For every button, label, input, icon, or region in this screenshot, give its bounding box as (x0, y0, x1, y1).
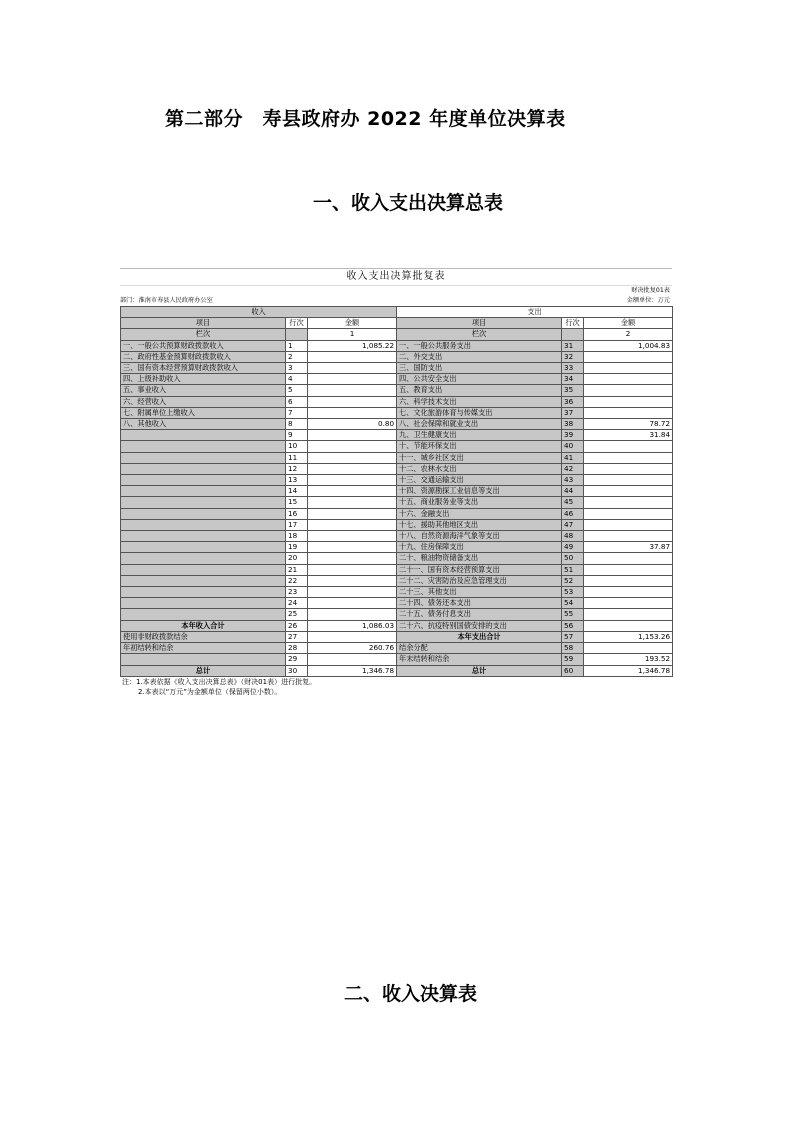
table-row (121, 542, 673, 553)
expense-item: 九、卫生健康支出 (397, 430, 562, 441)
expense-item: 二、外交支出 (397, 351, 562, 362)
dept-row (120, 296, 672, 306)
expense-line: 31 (562, 340, 584, 351)
expense-line: 57 (562, 631, 584, 642)
income-line: 21 (286, 564, 308, 575)
table-row (121, 351, 673, 362)
expense-line: 51 (562, 564, 584, 575)
expense-line: 58 (562, 643, 584, 654)
expense-amount (584, 575, 673, 586)
expense-line: 54 (562, 598, 584, 609)
income-amount: 1,086.03 (308, 620, 397, 631)
expense-amount (584, 374, 673, 385)
expense-line: 45 (562, 497, 584, 508)
income-amount: 1,085.22 (308, 340, 397, 351)
expense-line: 55 (562, 609, 584, 620)
expense-line: 50 (562, 553, 584, 564)
income-item (121, 654, 286, 665)
expense-header: 支出 (397, 307, 673, 318)
income-item (121, 497, 286, 508)
expense-line: 35 (562, 385, 584, 396)
income-amount (308, 441, 397, 452)
table-row (121, 587, 673, 598)
income-item: 五、事业收入 (121, 385, 286, 396)
income-amount (308, 430, 397, 441)
expense-item: 十六、金融支出 (397, 508, 562, 519)
income-item (121, 452, 286, 463)
table-row (121, 363, 673, 374)
income-item (121, 475, 286, 486)
income-item: 四、上级补助收入 (121, 374, 286, 385)
income-line: 18 (286, 531, 308, 542)
expense-amount (584, 564, 673, 575)
income-amount (308, 407, 397, 418)
income-item (121, 598, 286, 609)
income-amount (308, 475, 397, 486)
expense-amount (584, 385, 673, 396)
income-amount (308, 542, 397, 553)
income-line: 8 (286, 419, 308, 430)
col-amount-expense: 金额 (584, 318, 673, 329)
expense-amount (584, 553, 673, 564)
expense-amount (584, 508, 673, 519)
notes (120, 677, 672, 697)
table-row (121, 609, 673, 620)
income-line: 1 (286, 340, 308, 351)
income-line: 13 (286, 475, 308, 486)
expense-amount (584, 598, 673, 609)
income-line: 24 (286, 598, 308, 609)
income-header: 收入 (121, 307, 397, 318)
expense-item: 十七、援助其他地区支出 (397, 519, 562, 530)
section-title-2: 二、收入决算表 (344, 983, 478, 1005)
table-row (121, 665, 673, 676)
note-2: 2.本表以“万元”为金额单位（保留两位小数）。 (138, 687, 282, 696)
table-row (121, 553, 673, 564)
expense-line: 60 (562, 665, 584, 676)
expense-line: 43 (562, 475, 584, 486)
table-row (121, 486, 673, 497)
table-row (121, 452, 673, 463)
expense-item: 十四、资源勘探工业信息等支出 (397, 486, 562, 497)
expense-item: 十、节能环保支出 (397, 441, 562, 452)
expense-line: 56 (562, 620, 584, 631)
income-item (121, 553, 286, 564)
expense-item: 二十、粮油物资储备支出 (397, 553, 562, 564)
income-amount (308, 564, 397, 575)
income-item (121, 463, 286, 474)
expense-line: 32 (562, 351, 584, 362)
expense-line: 38 (562, 419, 584, 430)
income-line: 2 (286, 351, 308, 362)
expense-amount (584, 396, 673, 407)
expense-item: 一、一般公共服务支出 (397, 340, 562, 351)
income-amount (308, 553, 397, 564)
col-item-expense: 项目 (397, 318, 562, 329)
income-line: 6 (286, 396, 308, 407)
table-row (121, 598, 673, 609)
table-row (121, 374, 673, 385)
expense-item: 二十六、抗疫特别国债安排的支出 (397, 620, 562, 631)
expense-amount: 37.87 (584, 542, 673, 553)
income-amount (308, 508, 397, 519)
income-item: 八、其他收入 (121, 419, 286, 430)
table-row (121, 463, 673, 474)
expense-item: 总计 (397, 665, 562, 676)
part-title: 第二部分 寿县政府办 2022 年度单位决算表 (165, 108, 566, 130)
expense-amount (584, 363, 673, 374)
expense-amount (584, 643, 673, 654)
income-line: 14 (286, 486, 308, 497)
income-amount (308, 463, 397, 474)
form-code-row (120, 286, 672, 296)
income-amount (308, 587, 397, 598)
table-row (121, 407, 673, 418)
expense-line: 41 (562, 452, 584, 463)
income-item (121, 430, 286, 441)
expense-line: 42 (562, 463, 584, 474)
income-item (121, 609, 286, 620)
income-item: 六、经营收入 (121, 396, 286, 407)
expense-item: 七、文化旅游体育与传媒支出 (397, 407, 562, 418)
expense-item: 五、教育支出 (397, 385, 562, 396)
expense-amount (584, 351, 673, 362)
income-item: 年初结转和结余 (121, 643, 286, 654)
income-amount (308, 374, 397, 385)
income-line: 17 (286, 519, 308, 530)
income-amount (308, 497, 397, 508)
table-row (121, 620, 673, 631)
income-line: 22 (286, 575, 308, 586)
expense-item: 十三、交通运输支出 (397, 475, 562, 486)
expense-item: 十八、自然资源海洋气象等支出 (397, 531, 562, 542)
expense-item: 八、社会保障和就业支出 (397, 419, 562, 430)
income-amount (308, 363, 397, 374)
income-line: 20 (286, 553, 308, 564)
income-item (121, 441, 286, 452)
sheet-title: 收入支出决算批复表 (120, 268, 672, 286)
income-amount (308, 654, 397, 665)
expense-line: 36 (562, 396, 584, 407)
table-row (121, 643, 673, 654)
income-amount (308, 486, 397, 497)
expense-line: 33 (562, 363, 584, 374)
table-row (121, 654, 673, 665)
table-row (121, 340, 673, 351)
column-number-2: 2 (584, 329, 673, 340)
income-line: 16 (286, 508, 308, 519)
table-row (121, 475, 673, 486)
table-row (121, 385, 673, 396)
income-item (121, 486, 286, 497)
expense-amount: 1,346.78 (584, 665, 673, 676)
column-line-blank-income (286, 329, 308, 340)
income-line: 27 (286, 631, 308, 642)
expense-line: 48 (562, 531, 584, 542)
income-line: 11 (286, 452, 308, 463)
expense-line: 40 (562, 441, 584, 452)
expense-line: 37 (562, 407, 584, 418)
income-item (121, 564, 286, 575)
column-label-expense: 栏次 (397, 329, 562, 340)
expense-item: 十二、农林水支出 (397, 463, 562, 474)
income-line: 23 (286, 587, 308, 598)
col-line-expense: 行次 (562, 318, 584, 329)
income-amount (308, 609, 397, 620)
form-code: 财决批复01表 (631, 287, 670, 294)
col-item-income: 项目 (121, 318, 286, 329)
income-item (121, 542, 286, 553)
income-item (121, 508, 286, 519)
table-row (121, 441, 673, 452)
expense-line: 49 (562, 542, 584, 553)
income-line: 10 (286, 441, 308, 452)
expense-item: 二十四、债务还本支出 (397, 598, 562, 609)
expense-amount: 78.72 (584, 419, 673, 430)
income-item: 二、政府性基金预算财政拨款收入 (121, 351, 286, 362)
income-item (121, 531, 286, 542)
expense-amount (584, 452, 673, 463)
income-line: 26 (286, 620, 308, 631)
income-line: 12 (286, 463, 308, 474)
expense-line: 34 (562, 374, 584, 385)
expense-item: 本年支出合计 (397, 631, 562, 642)
table-row (121, 396, 673, 407)
expense-line: 52 (562, 575, 584, 586)
expense-item: 二十三、其他支出 (397, 587, 562, 598)
income-amount (308, 531, 397, 542)
note-1: 注：1.本表依据《收入支出决算总表》（财决01表）进行批复。 (122, 677, 317, 686)
income-amount (308, 396, 397, 407)
expense-line: 39 (562, 430, 584, 441)
expense-amount (584, 519, 673, 530)
income-amount: 1,346.78 (308, 665, 397, 676)
expense-line: 46 (562, 508, 584, 519)
expense-item: 十一、城乡社区支出 (397, 452, 562, 463)
income-line: 5 (286, 385, 308, 396)
expense-line: 53 (562, 587, 584, 598)
column-number-1: 1 (308, 329, 397, 340)
table-row (121, 575, 673, 586)
income-item: 总计 (121, 665, 286, 676)
expense-item: 二十二、灾害防治及应急管理支出 (397, 575, 562, 586)
income-item: 本年收入合计 (121, 620, 286, 631)
expense-amount (584, 475, 673, 486)
expense-amount: 31.84 (584, 430, 673, 441)
table-row (121, 631, 673, 642)
income-amount: 260.76 (308, 643, 397, 654)
expense-amount (584, 497, 673, 508)
expense-line: 44 (562, 486, 584, 497)
expense-amount (584, 407, 673, 418)
col-amount-income: 金额 (308, 318, 397, 329)
income-amount (308, 452, 397, 463)
income-line: 9 (286, 430, 308, 441)
section-title-1: 一、收入支出决算总表 (313, 192, 504, 214)
income-line: 30 (286, 665, 308, 676)
table-row (121, 531, 673, 542)
income-item (121, 519, 286, 530)
expense-amount: 1,153.26 (584, 631, 673, 642)
income-amount (308, 631, 397, 642)
income-line: 4 (286, 374, 308, 385)
table-row (121, 564, 673, 575)
income-amount (308, 385, 397, 396)
income-line: 25 (286, 609, 308, 620)
table-row (121, 419, 673, 430)
expense-item: 四、公共安全支出 (397, 374, 562, 385)
income-amount (308, 598, 397, 609)
income-item (121, 575, 286, 586)
income-item: 三、国有资本经营预算财政拨款收入 (121, 363, 286, 374)
income-amount: 0.80 (308, 419, 397, 430)
expense-line: 59 (562, 654, 584, 665)
expense-amount (584, 620, 673, 631)
income-line: 28 (286, 643, 308, 654)
expense-item: 十五、商业服务业等支出 (397, 497, 562, 508)
dept-label: 部门：淮南市寿县人民政府办公室 (120, 297, 213, 304)
expense-amount (584, 486, 673, 497)
income-line: 3 (286, 363, 308, 374)
expense-item: 二十五、债务付息支出 (397, 609, 562, 620)
expense-amount (584, 441, 673, 452)
expense-item: 二十一、国有资本经营预算支出 (397, 564, 562, 575)
col-line-income: 行次 (286, 318, 308, 329)
table-row (121, 508, 673, 519)
column-label-income: 栏次 (121, 329, 286, 340)
unit-label: 金额单位：万元 (626, 297, 670, 304)
table-row (121, 497, 673, 508)
expense-amount: 1,004.83 (584, 340, 673, 351)
expense-line: 47 (562, 519, 584, 530)
income-amount (308, 519, 397, 530)
expense-amount: 193.52 (584, 654, 673, 665)
income-amount (308, 575, 397, 586)
income-item: 一、一般公共预算财政拨款收入 (121, 340, 286, 351)
income-item (121, 587, 286, 598)
expense-amount (584, 531, 673, 542)
expense-amount (584, 587, 673, 598)
expense-item: 十九、住房保障支出 (397, 542, 562, 553)
approval-sheet (120, 268, 672, 697)
expense-item: 三、国防支出 (397, 363, 562, 374)
income-item: 使用非财政拨款结余 (121, 631, 286, 642)
expense-item: 六、科学技术支出 (397, 396, 562, 407)
expense-item: 年末结转和结余 (397, 654, 562, 665)
income-line: 19 (286, 542, 308, 553)
income-amount (308, 351, 397, 362)
income-item: 七、附属单位上缴收入 (121, 407, 286, 418)
expense-item: 结余分配 (397, 643, 562, 654)
expense-amount (584, 609, 673, 620)
expense-amount (584, 463, 673, 474)
income-line: 29 (286, 654, 308, 665)
income-line: 7 (286, 407, 308, 418)
table-row (121, 519, 673, 530)
column-line-blank-expense (562, 329, 584, 340)
table-row (121, 430, 673, 441)
income-line: 15 (286, 497, 308, 508)
income-expense-table (120, 306, 673, 677)
